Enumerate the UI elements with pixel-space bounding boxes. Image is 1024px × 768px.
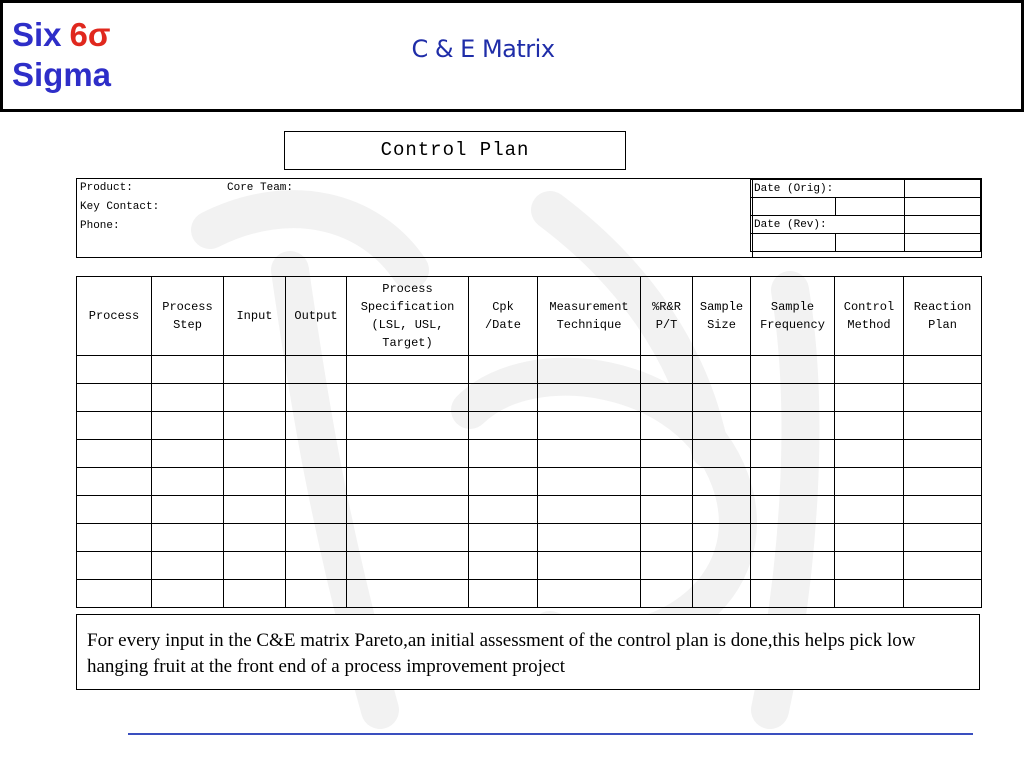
table-cell[interactable] bbox=[538, 384, 641, 412]
table-cell[interactable] bbox=[286, 468, 347, 496]
table-cell[interactable] bbox=[641, 440, 693, 468]
table-cell[interactable] bbox=[904, 580, 982, 608]
table-cell[interactable] bbox=[347, 468, 469, 496]
table-cell[interactable] bbox=[224, 468, 286, 496]
table-cell[interactable] bbox=[469, 412, 538, 440]
column-header bbox=[538, 277, 641, 356]
column-header-line: Process bbox=[88, 309, 140, 323]
column-header bbox=[77, 277, 152, 356]
table-cell[interactable] bbox=[286, 412, 347, 440]
column-header-line: P/T bbox=[655, 318, 678, 332]
table-cell[interactable] bbox=[751, 524, 835, 552]
table-cell[interactable] bbox=[224, 412, 286, 440]
column-header-line: Plan bbox=[928, 318, 957, 332]
table-cell[interactable] bbox=[224, 496, 286, 524]
table-row bbox=[77, 496, 982, 524]
table-cell[interactable] bbox=[469, 524, 538, 552]
table-body bbox=[77, 356, 982, 608]
table-cell[interactable] bbox=[641, 580, 693, 608]
table-row bbox=[77, 580, 982, 608]
info-cell[interactable] bbox=[835, 198, 905, 216]
column-header-line: Input bbox=[236, 309, 273, 323]
table-cell[interactable] bbox=[77, 412, 152, 440]
six-sigma-logo bbox=[12, 15, 111, 95]
table-cell[interactable] bbox=[835, 440, 904, 468]
column-header bbox=[641, 277, 693, 356]
logo-six: Six bbox=[12, 16, 62, 53]
table-row bbox=[77, 468, 982, 496]
logo-sigma-symbol: 6σ bbox=[69, 16, 111, 53]
date-grid bbox=[750, 179, 981, 252]
table-cell[interactable] bbox=[152, 356, 224, 384]
table-cell[interactable] bbox=[224, 552, 286, 580]
table-cell[interactable] bbox=[835, 468, 904, 496]
slide-title: C & E Matrix bbox=[411, 35, 555, 63]
table-cell[interactable] bbox=[538, 524, 641, 552]
table-cell[interactable] bbox=[77, 496, 152, 524]
table-cell[interactable] bbox=[835, 496, 904, 524]
table-row bbox=[77, 552, 982, 580]
table-cell[interactable] bbox=[77, 580, 152, 608]
table-cell[interactable] bbox=[286, 552, 347, 580]
table-cell[interactable] bbox=[469, 496, 538, 524]
column-header-line: Cpk bbox=[492, 300, 514, 314]
table-cell[interactable] bbox=[693, 552, 751, 580]
column-header-line: Process bbox=[162, 300, 213, 314]
table-cell[interactable] bbox=[538, 580, 641, 608]
table-cell[interactable] bbox=[347, 580, 469, 608]
column-header bbox=[751, 277, 835, 356]
table-cell[interactable] bbox=[751, 496, 835, 524]
table-cell[interactable] bbox=[904, 524, 982, 552]
table-cell[interactable] bbox=[286, 384, 347, 412]
table-cell[interactable] bbox=[469, 356, 538, 384]
table-cell[interactable] bbox=[77, 552, 152, 580]
table-cell[interactable] bbox=[835, 412, 904, 440]
table-cell[interactable] bbox=[693, 580, 751, 608]
table-cell[interactable] bbox=[77, 468, 152, 496]
table-cell[interactable] bbox=[751, 552, 835, 580]
table-cell[interactable] bbox=[152, 440, 224, 468]
table-cell[interactable] bbox=[693, 412, 751, 440]
column-header-line: Specification bbox=[360, 300, 455, 314]
table-row bbox=[77, 440, 982, 468]
column-header-line: Control bbox=[843, 300, 895, 314]
table-cell[interactable] bbox=[77, 356, 152, 384]
table-cell[interactable] bbox=[286, 496, 347, 524]
table-cell[interactable] bbox=[224, 524, 286, 552]
column-header-line: Reaction bbox=[913, 300, 972, 314]
footer-divider bbox=[128, 733, 973, 735]
table-cell[interactable] bbox=[152, 552, 224, 580]
table-cell[interactable] bbox=[469, 440, 538, 468]
table-cell[interactable] bbox=[347, 552, 469, 580]
table-cell[interactable] bbox=[286, 440, 347, 468]
table-cell[interactable] bbox=[152, 580, 224, 608]
table-cell[interactable] bbox=[835, 356, 904, 384]
table-cell[interactable] bbox=[693, 524, 751, 552]
table-cell[interactable] bbox=[224, 384, 286, 412]
date-rev-value[interactable] bbox=[905, 216, 981, 234]
table-cell[interactable] bbox=[835, 524, 904, 552]
info-left-panel bbox=[77, 179, 753, 257]
column-header bbox=[469, 277, 538, 356]
table-cell[interactable] bbox=[347, 496, 469, 524]
table-cell[interactable] bbox=[538, 412, 641, 440]
table-row bbox=[77, 384, 982, 412]
table-cell[interactable] bbox=[347, 524, 469, 552]
table-cell[interactable] bbox=[904, 412, 982, 440]
column-header-line: Technique bbox=[556, 318, 622, 332]
table-cell[interactable] bbox=[77, 384, 152, 412]
table-cell[interactable] bbox=[347, 384, 469, 412]
table-row bbox=[77, 356, 982, 384]
table-row bbox=[77, 412, 982, 440]
core-team-label: Core Team: bbox=[227, 182, 294, 194]
control-plan-info-box bbox=[76, 178, 982, 258]
table-cell[interactable] bbox=[286, 524, 347, 552]
table-cell[interactable] bbox=[347, 440, 469, 468]
column-header-line: Output bbox=[294, 309, 338, 323]
table-cell[interactable] bbox=[751, 468, 835, 496]
note-text: For every input in the C&E matrix Pareto,an initial assessment of the control plan is done,this helps pick low hanging fruit at the front end of a process improvement project bbox=[76, 614, 980, 690]
table-cell[interactable] bbox=[347, 356, 469, 384]
table-cell[interactable] bbox=[904, 356, 982, 384]
control-plan-table bbox=[76, 276, 982, 608]
table-cell[interactable] bbox=[641, 356, 693, 384]
column-header-line: Sample bbox=[699, 300, 744, 314]
column-header-line: (LSL, USL, bbox=[371, 318, 444, 332]
column-header-line: Method bbox=[847, 318, 891, 332]
logo-sigma-word: Sigma bbox=[12, 56, 112, 93]
table-cell[interactable] bbox=[538, 552, 641, 580]
column-header bbox=[904, 277, 982, 356]
info-cell[interactable] bbox=[905, 198, 981, 216]
table-cell[interactable] bbox=[224, 440, 286, 468]
table-cell[interactable] bbox=[904, 496, 982, 524]
column-header-line: /Date bbox=[484, 318, 521, 332]
table-cell[interactable] bbox=[538, 496, 641, 524]
table-cell[interactable] bbox=[538, 440, 641, 468]
table-cell[interactable] bbox=[641, 412, 693, 440]
table-cell[interactable] bbox=[641, 524, 693, 552]
column-header-line: Process bbox=[382, 282, 433, 296]
table-cell[interactable] bbox=[641, 496, 693, 524]
table-cell[interactable] bbox=[469, 384, 538, 412]
column-header-line: Measurement bbox=[549, 300, 629, 314]
table-cell[interactable] bbox=[641, 468, 693, 496]
table-cell[interactable] bbox=[469, 552, 538, 580]
column-header bbox=[347, 277, 469, 356]
column-header-line: Target) bbox=[382, 336, 433, 350]
table-cell[interactable] bbox=[152, 384, 224, 412]
column-header-line: %R&R bbox=[652, 300, 681, 314]
column-header-line: Size bbox=[707, 318, 736, 332]
control-plan-title: Control Plan bbox=[284, 131, 626, 170]
table-cell[interactable] bbox=[538, 468, 641, 496]
column-header bbox=[835, 277, 904, 356]
table-cell[interactable] bbox=[224, 580, 286, 608]
column-header bbox=[224, 277, 286, 356]
column-header-line: Sample bbox=[770, 300, 815, 314]
table-cell[interactable] bbox=[693, 496, 751, 524]
table-cell[interactable] bbox=[152, 412, 224, 440]
table-header-row bbox=[77, 277, 982, 356]
table-cell[interactable] bbox=[904, 552, 982, 580]
table-cell[interactable] bbox=[152, 524, 224, 552]
table-cell[interactable] bbox=[286, 580, 347, 608]
date-orig-label: Date (Orig): bbox=[751, 180, 905, 198]
table-cell[interactable] bbox=[641, 384, 693, 412]
table-cell[interactable] bbox=[835, 580, 904, 608]
column-header bbox=[693, 277, 751, 356]
table-cell[interactable] bbox=[469, 580, 538, 608]
phone-label: Phone: bbox=[80, 220, 120, 232]
table-cell[interactable] bbox=[152, 496, 224, 524]
info-cell[interactable] bbox=[835, 234, 905, 252]
table-cell[interactable] bbox=[77, 524, 152, 552]
key-contact-label: Key Contact: bbox=[80, 201, 160, 213]
info-cell[interactable] bbox=[905, 234, 981, 252]
table-cell[interactable] bbox=[538, 356, 641, 384]
table-cell[interactable] bbox=[347, 412, 469, 440]
info-cell[interactable] bbox=[751, 198, 836, 216]
table-cell[interactable] bbox=[469, 468, 538, 496]
table-cell[interactable] bbox=[835, 384, 904, 412]
date-rev-label: Date (Rev): bbox=[751, 216, 905, 234]
table-cell[interactable] bbox=[751, 356, 835, 384]
table-cell[interactable] bbox=[693, 384, 751, 412]
table-cell[interactable] bbox=[693, 356, 751, 384]
table-cell[interactable] bbox=[751, 384, 835, 412]
column-header-line: Frequency bbox=[760, 318, 825, 332]
info-cell[interactable] bbox=[751, 234, 836, 252]
table-cell[interactable] bbox=[152, 468, 224, 496]
product-label: Product: bbox=[80, 182, 133, 194]
date-orig-value[interactable] bbox=[905, 180, 981, 198]
table-cell[interactable] bbox=[904, 440, 982, 468]
table-cell[interactable] bbox=[693, 468, 751, 496]
table-cell[interactable] bbox=[751, 580, 835, 608]
table-cell[interactable] bbox=[904, 384, 982, 412]
column-header bbox=[286, 277, 347, 356]
table-row bbox=[77, 524, 982, 552]
slide-header bbox=[0, 0, 1024, 112]
column-header bbox=[152, 277, 224, 356]
table-cell[interactable] bbox=[693, 440, 751, 468]
table-cell[interactable] bbox=[77, 440, 152, 468]
column-header-line: Step bbox=[173, 318, 202, 332]
table-cell[interactable] bbox=[641, 552, 693, 580]
table-cell[interactable] bbox=[835, 552, 904, 580]
table-cell[interactable] bbox=[224, 356, 286, 384]
table-cell[interactable] bbox=[751, 412, 835, 440]
table-cell[interactable] bbox=[904, 468, 982, 496]
table-cell[interactable] bbox=[751, 440, 835, 468]
table-cell[interactable] bbox=[286, 356, 347, 384]
